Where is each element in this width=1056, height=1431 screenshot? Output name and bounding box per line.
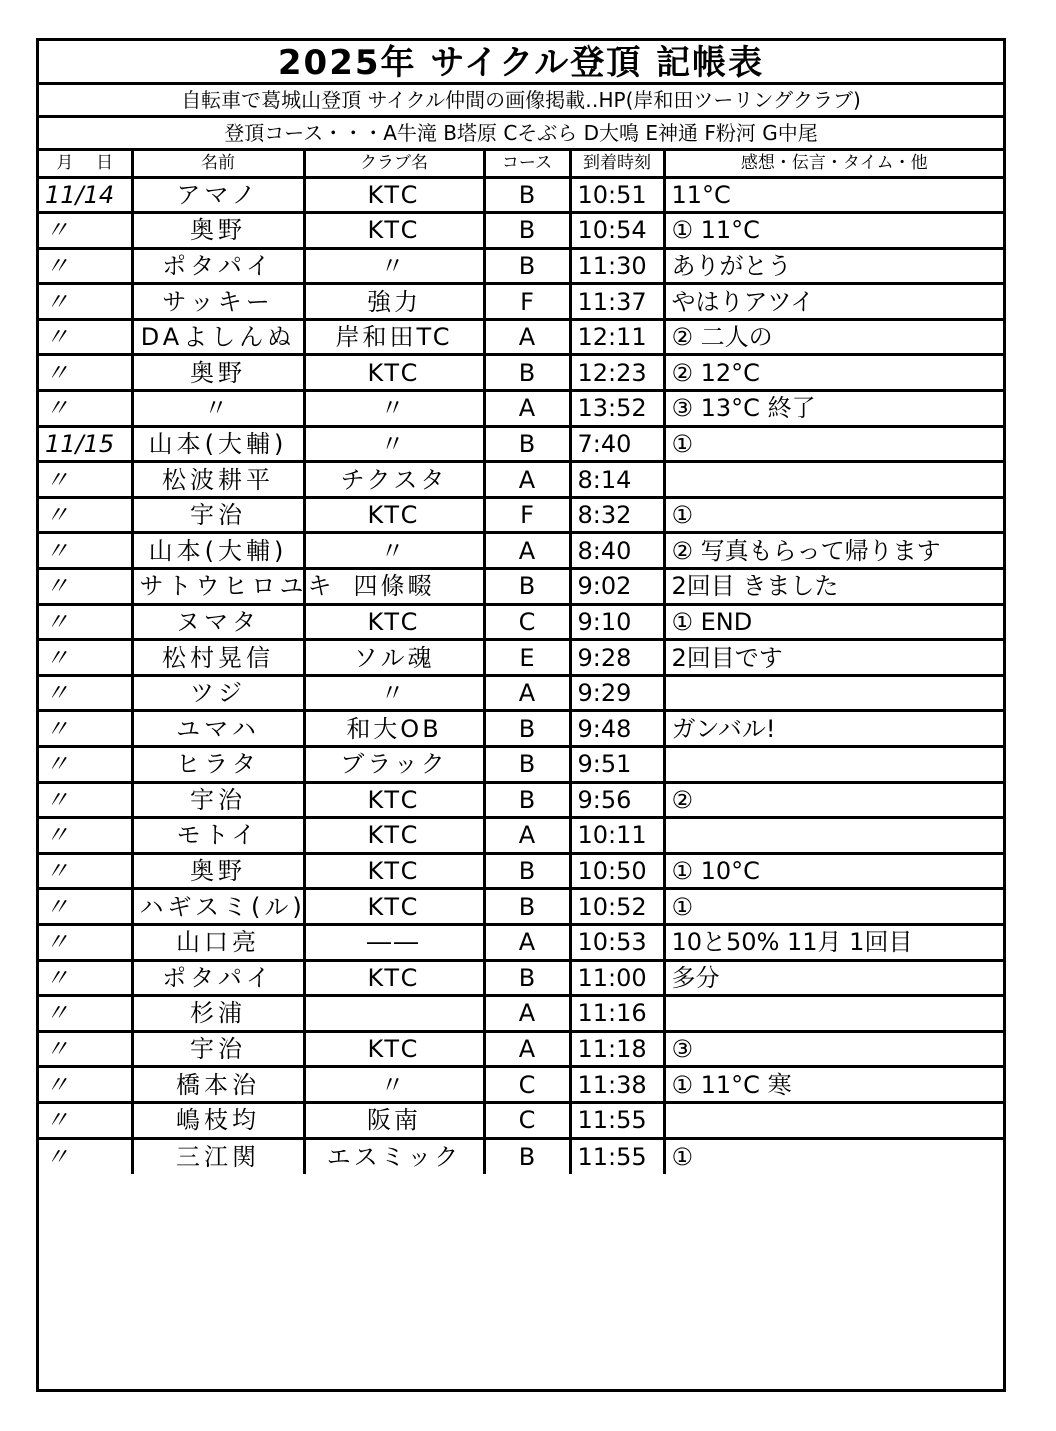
date-cell: 〃 <box>39 1067 132 1103</box>
date-cell: 〃 <box>39 1031 132 1067</box>
arrival-time-cell: 11:55 <box>570 1102 664 1138</box>
club-cell: KTC <box>304 818 484 854</box>
name-cell: ヒラタ <box>132 747 304 783</box>
date-cell: 〃 <box>39 853 132 889</box>
arrival-time-cell: 10:50 <box>570 853 664 889</box>
name-cell: ユマハ <box>132 711 304 747</box>
table-row <box>39 355 1003 391</box>
comment-cell: ① 11°C 寒 <box>664 1067 1003 1103</box>
comment-cell: ① 11°C <box>664 213 1003 249</box>
sign-in-sheet <box>36 38 1006 1392</box>
table-row <box>39 284 1003 320</box>
club-cell: ―― <box>304 924 484 960</box>
name-cell: 山本(大輔) <box>132 426 304 462</box>
date-cell: 〃 <box>39 284 132 320</box>
arrival-time-cell: 8:14 <box>570 462 664 498</box>
table-row <box>39 924 1003 960</box>
name-cell: ポタパイ <box>132 960 304 996</box>
comment-cell: 10と50% 11月 1回目 <box>664 924 1003 960</box>
course-cell: A <box>484 924 570 960</box>
table-row <box>39 497 1003 533</box>
arrival-time-cell: 7:40 <box>570 426 664 462</box>
date-cell: 〃 <box>39 569 132 605</box>
arrival-time-cell: 12:11 <box>570 319 664 355</box>
club-cell: ソル魂 <box>304 640 484 676</box>
name-cell: 奥野 <box>132 853 304 889</box>
header-month: 月 <box>56 153 74 174</box>
date-cell: 〃 <box>39 248 132 284</box>
table-row <box>39 569 1003 605</box>
course-cell: B <box>484 355 570 391</box>
course-cell: B <box>484 711 570 747</box>
table-row <box>39 889 1003 925</box>
log-table <box>39 151 1003 1174</box>
course-cell: C <box>484 1067 570 1103</box>
table-row <box>39 1102 1003 1138</box>
date-cell: 〃 <box>39 640 132 676</box>
date-cell: 〃 <box>39 355 132 391</box>
club-cell: KTC <box>304 177 484 213</box>
header-comments: 感想・伝言・タイム・他 <box>664 151 1003 177</box>
course-cell: C <box>484 1102 570 1138</box>
sheet-subtitle: 自転車で葛城山登頂 サイクル仲間の画像掲載‥HP(岸和田ツーリングクラブ) <box>39 85 1003 118</box>
comment-cell: ② 写真もらって帰ります <box>664 533 1003 569</box>
club-cell: KTC <box>304 355 484 391</box>
table-row <box>39 640 1003 676</box>
club-cell: 阪南 <box>304 1102 484 1138</box>
arrival-time-cell: 11:37 <box>570 284 664 320</box>
comment-cell <box>664 1102 1003 1138</box>
course-cell: A <box>484 675 570 711</box>
header-course: コース <box>484 151 570 177</box>
club-cell: 〃 <box>304 533 484 569</box>
course-cell: A <box>484 391 570 427</box>
arrival-time-cell: 11:18 <box>570 1031 664 1067</box>
arrival-time-cell: 9:29 <box>570 675 664 711</box>
name-cell: 〃 <box>132 391 304 427</box>
club-cell: 〃 <box>304 675 484 711</box>
comment-cell: 2回目 きました <box>664 569 1003 605</box>
date-cell: 〃 <box>39 889 132 925</box>
table-row <box>39 996 1003 1032</box>
date-cell: 〃 <box>39 675 132 711</box>
name-cell: 宇治 <box>132 782 304 818</box>
table-row <box>39 1138 1003 1174</box>
comment-cell: ② 二人の <box>664 319 1003 355</box>
club-cell: KTC <box>304 497 484 533</box>
date-cell: 〃 <box>39 319 132 355</box>
club-cell: 和大OB <box>304 711 484 747</box>
arrival-time-cell: 10:51 <box>570 177 664 213</box>
comment-cell: ③ 13°C 終了 <box>664 391 1003 427</box>
table-row <box>39 248 1003 284</box>
club-cell: KTC <box>304 853 484 889</box>
comment-cell: やはりアツイ <box>664 284 1003 320</box>
arrival-time-cell: 11:00 <box>570 960 664 996</box>
comment-cell <box>664 818 1003 854</box>
course-cell: A <box>484 533 570 569</box>
header-club: クラブ名 <box>304 151 484 177</box>
comment-cell: ③ <box>664 1031 1003 1067</box>
course-cell: B <box>484 853 570 889</box>
club-cell: 〃 <box>304 426 484 462</box>
name-cell: ツジ <box>132 675 304 711</box>
date-cell: 〃 <box>39 1138 132 1174</box>
table-row <box>39 675 1003 711</box>
club-cell: KTC <box>304 1031 484 1067</box>
date-cell: 〃 <box>39 711 132 747</box>
table-row <box>39 853 1003 889</box>
table-row <box>39 177 1003 213</box>
name-cell: ポタパイ <box>132 248 304 284</box>
comment-cell: ① <box>664 889 1003 925</box>
name-cell: 嶋枝均 <box>132 1102 304 1138</box>
course-cell: A <box>484 818 570 854</box>
header-row <box>39 151 1003 177</box>
course-cell: B <box>484 569 570 605</box>
table-row <box>39 1031 1003 1067</box>
club-cell: 強力 <box>304 284 484 320</box>
comment-cell: ① 10°C <box>664 853 1003 889</box>
date-cell: 〃 <box>39 996 132 1032</box>
course-cell: B <box>484 213 570 249</box>
comment-cell: ② 12°C <box>664 355 1003 391</box>
header-date <box>39 151 132 177</box>
comment-cell: ② <box>664 782 1003 818</box>
course-cell: B <box>484 248 570 284</box>
arrival-time-cell: 9:51 <box>570 747 664 783</box>
club-cell: KTC <box>304 960 484 996</box>
header-day: 日 <box>96 153 114 174</box>
arrival-time-cell: 11:55 <box>570 1138 664 1174</box>
sheet-title: 2025年 サイクル登頂 記帳表 <box>39 41 1003 85</box>
name-cell: サッキー <box>132 284 304 320</box>
name-cell: 奥野 <box>132 213 304 249</box>
arrival-time-cell: 11:38 <box>570 1067 664 1103</box>
comment-cell: 多分 <box>664 960 1003 996</box>
name-cell: 宇治 <box>132 1031 304 1067</box>
course-cell: F <box>484 284 570 320</box>
arrival-time-cell: 13:52 <box>570 391 664 427</box>
club-cell <box>304 996 484 1032</box>
name-cell: 山口亮 <box>132 924 304 960</box>
name-cell: アマノ <box>132 177 304 213</box>
arrival-time-cell: 10:52 <box>570 889 664 925</box>
club-cell: KTC <box>304 213 484 249</box>
arrival-time-cell: 11:30 <box>570 248 664 284</box>
header-arrival-time: 到着時刻 <box>570 151 664 177</box>
course-cell: B <box>484 782 570 818</box>
comment-cell: ① END <box>664 604 1003 640</box>
table-row <box>39 782 1003 818</box>
comment-cell: ① <box>664 497 1003 533</box>
arrival-time-cell: 9:28 <box>570 640 664 676</box>
course-cell: B <box>484 889 570 925</box>
course-cell: B <box>484 1138 570 1174</box>
header-name: 名前 <box>132 151 304 177</box>
comment-cell: 2回目です <box>664 640 1003 676</box>
table-row <box>39 960 1003 996</box>
log-body <box>39 177 1003 1174</box>
name-cell: ヌマタ <box>132 604 304 640</box>
club-cell: KTC <box>304 782 484 818</box>
course-cell: A <box>484 462 570 498</box>
name-cell: ハギスミ(ル) <box>132 889 304 925</box>
club-cell: 四條畷 <box>304 569 484 605</box>
table-row <box>39 1067 1003 1103</box>
date-cell: 〃 <box>39 497 132 533</box>
table-row <box>39 391 1003 427</box>
table-row <box>39 462 1003 498</box>
name-cell: サトウヒロユキ <box>132 569 304 605</box>
arrival-time-cell: 10:54 <box>570 213 664 249</box>
date-cell: 11/15 <box>39 426 132 462</box>
date-cell: 〃 <box>39 213 132 249</box>
name-cell: モトイ <box>132 818 304 854</box>
name-cell: 三江関 <box>132 1138 304 1174</box>
course-legend: 登頂コース・・・A牛滝 B塔原 Cそぶら D大鳴 E神通 F粉河 G中尾 <box>39 118 1003 151</box>
course-cell: B <box>484 426 570 462</box>
table-row <box>39 604 1003 640</box>
table-row <box>39 818 1003 854</box>
name-cell: 松波耕平 <box>132 462 304 498</box>
club-cell: 〃 <box>304 391 484 427</box>
table-row <box>39 533 1003 569</box>
name-cell: 奥野 <box>132 355 304 391</box>
club-cell: KTC <box>304 889 484 925</box>
comment-cell: ガンバル! <box>664 711 1003 747</box>
comment-cell: ① <box>664 426 1003 462</box>
comment-cell: 11°C <box>664 177 1003 213</box>
arrival-time-cell: 8:32 <box>570 497 664 533</box>
arrival-time-cell: 8:40 <box>570 533 664 569</box>
course-cell: A <box>484 996 570 1032</box>
comment-cell <box>664 747 1003 783</box>
name-cell: 杉浦 <box>132 996 304 1032</box>
club-cell: チクスタ <box>304 462 484 498</box>
date-cell: 〃 <box>39 960 132 996</box>
date-cell: 11/14 <box>39 177 132 213</box>
name-cell: 宇治 <box>132 497 304 533</box>
course-cell: B <box>484 960 570 996</box>
course-cell: A <box>484 1031 570 1067</box>
arrival-time-cell: 12:23 <box>570 355 664 391</box>
date-cell: 〃 <box>39 1102 132 1138</box>
name-cell: 山本(大輔) <box>132 533 304 569</box>
comment-cell <box>664 996 1003 1032</box>
table-row <box>39 319 1003 355</box>
arrival-time-cell: 10:11 <box>570 818 664 854</box>
date-cell: 〃 <box>39 747 132 783</box>
table-row <box>39 747 1003 783</box>
date-cell: 〃 <box>39 782 132 818</box>
arrival-time-cell: 10:53 <box>570 924 664 960</box>
table-row <box>39 711 1003 747</box>
club-cell: 岸和田TC <box>304 319 484 355</box>
date-cell: 〃 <box>39 818 132 854</box>
course-cell: E <box>484 640 570 676</box>
arrival-time-cell: 9:02 <box>570 569 664 605</box>
arrival-time-cell: 11:16 <box>570 996 664 1032</box>
club-cell: ブラック <box>304 747 484 783</box>
comment-cell: ① <box>671 1142 694 1171</box>
course-cell: B <box>484 177 570 213</box>
table-row <box>39 213 1003 249</box>
comment-cell: ありがとう <box>664 248 1003 284</box>
arrival-time-cell: 9:10 <box>570 604 664 640</box>
course-cell: B <box>484 747 570 783</box>
date-cell: 〃 <box>39 462 132 498</box>
club-cell: エスミック <box>304 1138 484 1174</box>
date-cell: 〃 <box>39 924 132 960</box>
course-cell: F <box>484 497 570 533</box>
comment-cell <box>664 462 1003 498</box>
table-row <box>39 426 1003 462</box>
course-cell: C <box>484 604 570 640</box>
date-cell: 〃 <box>39 533 132 569</box>
name-cell: 橋本治 <box>132 1067 304 1103</box>
arrival-time-cell: 9:48 <box>570 711 664 747</box>
club-cell: 〃 <box>304 1067 484 1103</box>
club-cell: KTC <box>304 604 484 640</box>
arrival-time-cell: 9:56 <box>570 782 664 818</box>
club-cell: 〃 <box>304 248 484 284</box>
date-cell: 〃 <box>39 604 132 640</box>
name-cell: DAよしんぬ <box>132 319 304 355</box>
name-cell: 松村晃信 <box>132 640 304 676</box>
course-cell: A <box>484 319 570 355</box>
date-cell: 〃 <box>39 391 132 427</box>
comment-cell <box>664 675 1003 711</box>
